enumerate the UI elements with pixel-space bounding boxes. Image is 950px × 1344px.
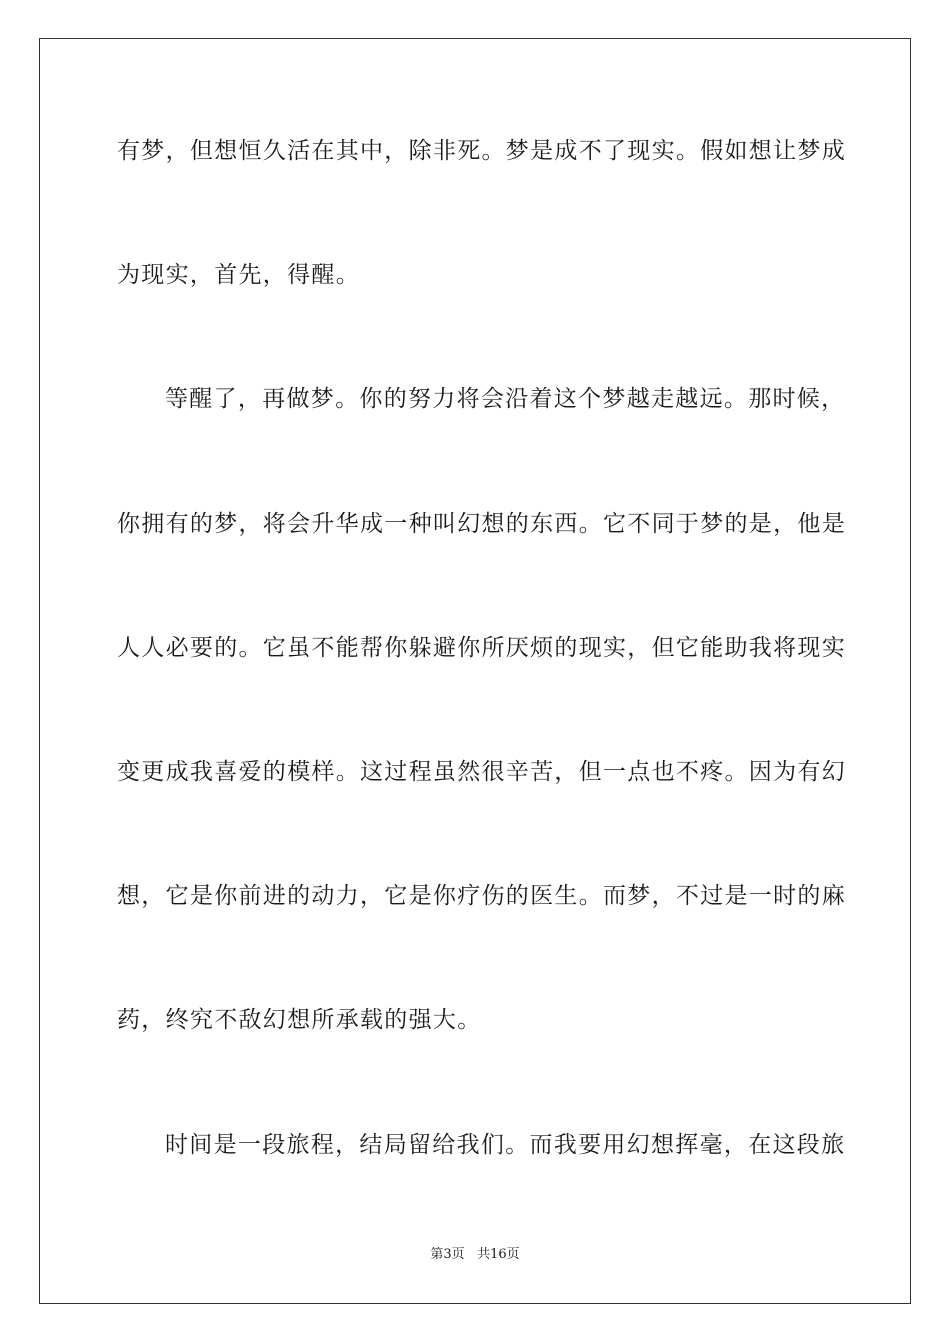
page-total: 共16页 (477, 1247, 520, 1262)
paragraph-line: 药，终究不敌幻想所承载的强大。 (117, 1007, 482, 1033)
paragraph-line: 变更成我喜爱的模样。这过程虽然很辛苦，但一点也不疼。因为有幻 (117, 759, 846, 785)
page-border (39, 38, 911, 1304)
paragraph-line: 有梦，但想恒久活在其中，除非死。梦是成不了现实。假如想让梦成 (117, 138, 846, 164)
paragraph-line: 为现实，首先，得醒。 (117, 262, 360, 288)
page-footer (0, 1247, 950, 1263)
paragraph-line: 时间是一段旅程，结局留给我们。而我要用幻想挥毫，在这段旅 (165, 1132, 846, 1158)
paragraph-line: 想，它是你前进的动力，它是你疗伤的医生。而梦，不过是一时的麻 (117, 883, 846, 909)
paragraph-line: 你拥有的梦，将会升华成一种叫幻想的东西。它不同于梦的是，他是 (117, 511, 846, 537)
paragraph-line: 人人必要的。它虽不能帮你躲避你所厌烦的现实，但它能助我将现实 (117, 635, 846, 661)
page-number: 第3页 (430, 1247, 465, 1262)
paragraph-line: 等醒了，再做梦。你的努力将会沿着这个梦越走越远。那时候， (165, 386, 846, 412)
